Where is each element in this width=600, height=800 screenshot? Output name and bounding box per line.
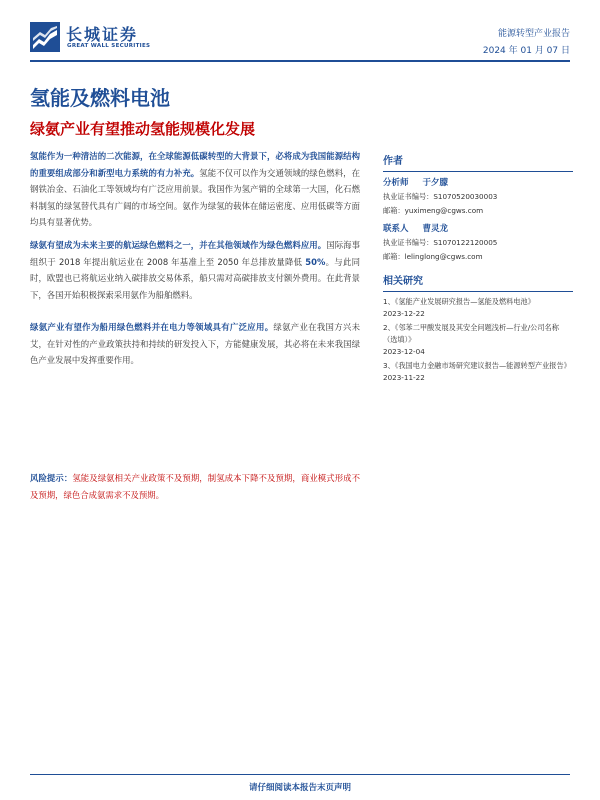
- author-1-name-line: [383, 176, 573, 188]
- footer-disclaimer: 请仔细阅读本报告末页声明: [248, 783, 351, 793]
- related-item-2[interactable]: [383, 322, 573, 358]
- author-1-name: 于夕朦: [422, 178, 449, 188]
- summary-paragraph-2: [30, 237, 360, 303]
- author-card-1: [383, 176, 573, 216]
- great-wall-logo-icon: [30, 22, 60, 52]
- paragraph-1-body: 氢能不仅可以作为交通领域的绿色燃料，在钢铁冶金、石油化工等领域均有广泛应用前景。我国作为氢产销的全球第一大国，化石燃料制氢的绿氢替代具有广阔的市场空间。氨作为绿氢的载体在储运密度、应用低碳等方面均具有显著优势。: [30, 167, 361, 227]
- author-2-name-line: [383, 222, 573, 234]
- author-1-email[interactable]: 邮箱：yuximeng@cgws.com: [383, 206, 484, 215]
- paragraph-2-percent: 50%: [305, 256, 326, 267]
- header-divider: [30, 60, 570, 62]
- summary-paragraph-3: [30, 319, 360, 369]
- brand-name-cn: 长城证券: [66, 25, 139, 44]
- related-item-1-date: 2023-12-22: [383, 309, 425, 318]
- summary-paragraph-1: [30, 148, 360, 231]
- author-2-email[interactable]: 邮箱：lelinglong@cgws.com: [383, 252, 483, 261]
- related-item-3-title[interactable]: 3、《我国电力金融市场研究建议报告—能源转型产业报告》: [383, 361, 571, 370]
- brand-logo: [30, 22, 162, 52]
- risk-warning: [30, 470, 360, 503]
- paragraph-2-body-a: 国际海事组织于 2018 年提出航运业在 2008 年基准上至 2050 年总排放量降低: [30, 240, 361, 267]
- author-1-license: 执业证书编号：S1070520030003: [383, 192, 498, 201]
- risk-text: 氢能及绿氨相关产业政策不及预期，制氢成本下降不及预期，商业模式形成不及预期，绿色合成氨需求不及预期。: [30, 473, 361, 500]
- related-item-3-date: 2023-11-22: [383, 373, 425, 382]
- related-item-2-title[interactable]: 2、《邻苯二甲酸发展及其安全问题浅析—行业/公司名称（选填）》: [383, 323, 559, 344]
- author-2-license: 执业证书编号：S1070122120005: [383, 238, 498, 247]
- authors-heading: 作者: [383, 152, 573, 172]
- related-item-1-title[interactable]: 1、《氢能产业发展研究报告—氢能及燃料电池》: [383, 297, 535, 306]
- author-card-2: [383, 222, 573, 262]
- author-2-name: 曹灵龙: [422, 224, 449, 234]
- related-item-2-date: 2023-12-04: [383, 347, 425, 356]
- related-research-heading: 相关研究: [383, 272, 573, 292]
- paragraph-3-highlight: 绿氨产业有望作为船用绿色燃料并在电力等领域具有广泛应用。: [30, 322, 274, 332]
- paragraph-1-highlight: 氢能作为一种清洁的二次能源，在全球能源低碳转型的大背景下，必将成为我国能源结构的重要组成部分和新型电力系统的有力补充。: [30, 151, 360, 178]
- related-item-3[interactable]: [383, 360, 573, 384]
- paragraph-2-highlight: 绿氨有望成为未来主要的航运绿色燃料之一，并在其他领域作为绿色燃料应用。: [30, 240, 327, 250]
- report-type: 能源转型产业报告: [497, 29, 570, 39]
- page-subtitle: 绿氨产业有望推动氢能规模化发展: [30, 120, 256, 138]
- related-item-1[interactable]: [383, 296, 573, 320]
- risk-label: 风险提示：: [30, 473, 73, 483]
- author-2-role: 联系人: [383, 224, 409, 234]
- paragraph-3-body: 绿氨产业在我国方兴未艾，在针对性的产业政策扶持和持续的研发投入下，方能健康发展，其必将在未来我国绿色产业发展中发挥重要作用。: [30, 322, 360, 365]
- report-date: 2024 年 01 月 07 日: [482, 46, 570, 56]
- author-1-role: 分析师: [383, 178, 409, 188]
- brand-name-en: GREAT WALL SECURITIES: [67, 43, 151, 49]
- footer-divider: [30, 774, 570, 775]
- paragraph-2-body-b: 。与此同时，欧盟也已将航运业纳入碳排放交易体系，船只需对高碳排放支付额外费用。在此背景下，各国开始积极探索采用氨作为船舶燃料。: [30, 256, 361, 300]
- page-title: 氢能及燃料电池: [30, 86, 170, 110]
